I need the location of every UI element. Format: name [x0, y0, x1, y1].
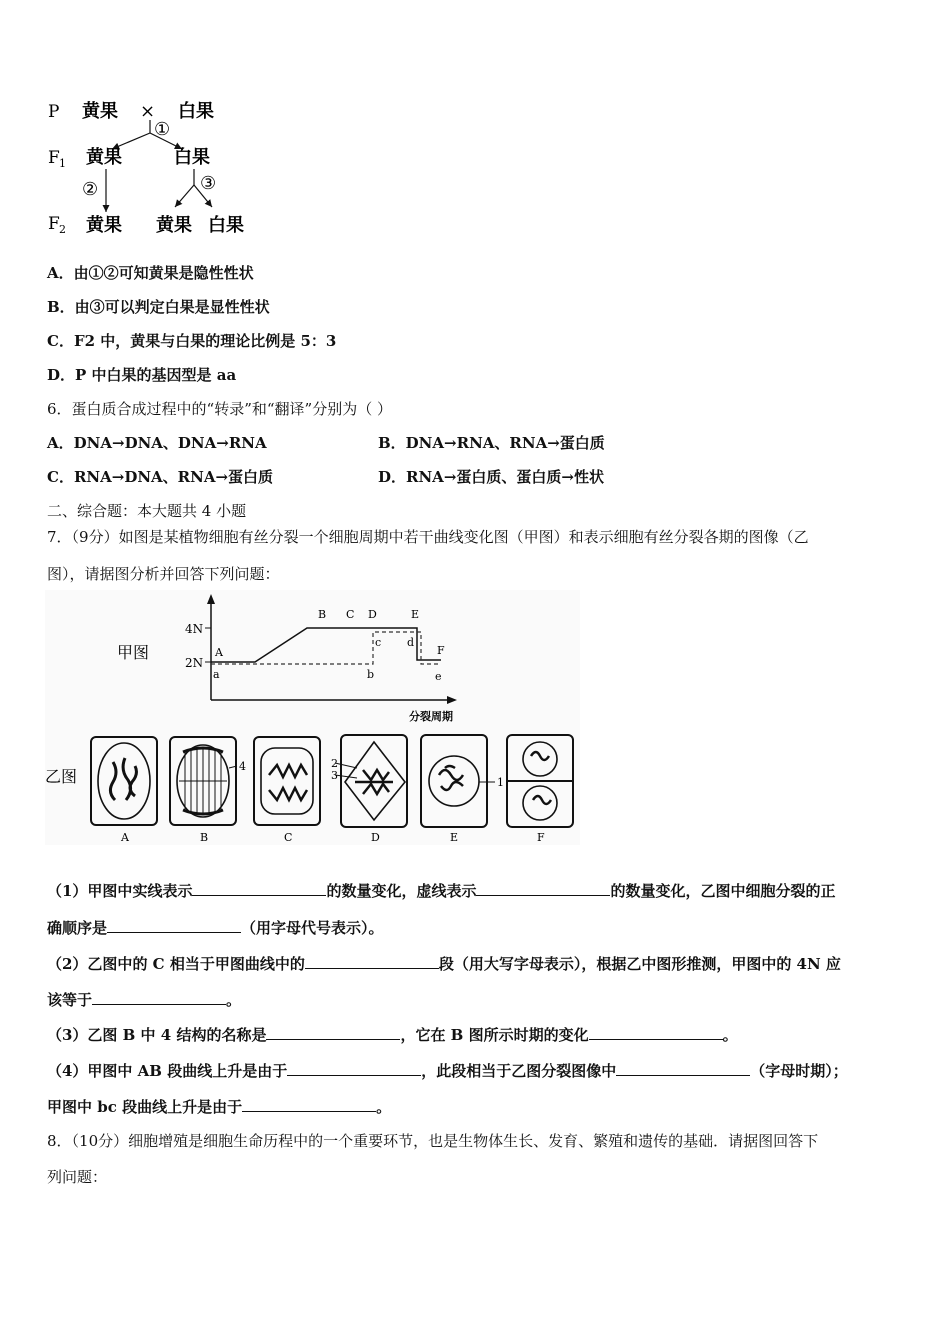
answer-blank[interactable]	[192, 881, 326, 896]
f1-white: 白果	[174, 147, 210, 168]
q8-stem-line1: 8．（10分）细胞增殖是细胞生命历程中的一个重要环节，也是生物体生长、发育、繁殖和遗传的基础．请据图回答下	[47, 1132, 819, 1150]
q6-option-b: B．DNA→RNA、RNA→蛋白质	[378, 434, 605, 452]
pt-e: e	[435, 670, 442, 683]
pt-d: d	[407, 636, 415, 649]
y-4n-label: 4N	[185, 622, 204, 636]
section-heading: 二、综合题：本大题共 4 小题	[47, 502, 247, 520]
pt-A: A	[215, 646, 223, 659]
f2-yellow-a: 黄果	[86, 215, 122, 236]
f2-white: 白果	[208, 215, 244, 236]
q6-stem: 6．蛋白质合成过程中的“转录”和“翻译”分别为（ ）	[47, 400, 392, 418]
jia-label: 甲图	[117, 643, 150, 662]
x-axis-label: 分裂周期	[409, 710, 453, 723]
q7-part1-line2: 确顺序是 （用字母代号表示）。	[47, 919, 384, 937]
cell-label-d: D	[371, 831, 380, 844]
q6-option-d: D．RNA→蛋白质、蛋白质→性状	[378, 468, 604, 486]
f1-yellow: 黄果	[86, 147, 122, 168]
f2-sub: 2	[59, 223, 66, 236]
mitosis-figure	[45, 590, 580, 845]
pt-B: B	[318, 608, 327, 621]
yi-label: 乙图	[45, 767, 78, 786]
cross-symbol: ×	[140, 101, 156, 122]
q5-option-c: C．F2 中，黄果与白果的理论比例是 5：3	[47, 332, 337, 350]
f2-yellow-b: 黄果	[156, 215, 192, 236]
pt-C: C	[346, 608, 355, 621]
cell-label-e: E	[450, 831, 459, 844]
mark-4: 4	[239, 760, 246, 773]
answer-blank[interactable]	[616, 1061, 750, 1076]
answer-blank[interactable]	[266, 1025, 400, 1040]
q7-part2-line2: 该等于 。	[47, 991, 242, 1009]
answer-blank[interactable]	[287, 1061, 421, 1076]
step1-mark: ①	[154, 119, 171, 140]
q5-option-b: B．由③可以判定白果是显性性状	[47, 298, 270, 316]
q5-option-a: A．由①②可知黄果是隐性性状	[47, 264, 254, 282]
mark-3: 3	[331, 769, 338, 782]
f1-sub: 1	[59, 157, 66, 170]
cell-label-b: B	[200, 831, 209, 844]
step2-mark: ②	[82, 179, 99, 200]
pt-a: a	[213, 668, 220, 681]
q7-part3: （3）乙图 B 中 4 结构的名称是 ，它在 B 图所示时期的变化 。	[47, 1026, 738, 1044]
p-label: P	[48, 102, 60, 122]
answer-blank[interactable]	[242, 1097, 376, 1112]
pt-D: D	[368, 608, 377, 621]
f2-label: F	[48, 214, 60, 234]
mark-1: 1	[497, 776, 504, 789]
cross-diagram	[40, 95, 270, 245]
q8-stem-line2: 列问题：	[47, 1168, 108, 1186]
q6-option-c: C．RNA→DNA、RNA→蛋白质	[47, 468, 274, 486]
step3-mark: ③	[200, 173, 217, 194]
q7-part2-line1: （2）乙图中的 C 相当于甲图曲线中的 段（用大写字母表示），根据乙中图形推测，甲图中的 4N 应	[47, 955, 841, 973]
q7-part4-line1: （4）甲图中 AB 段曲线上升是由于 ，此段相当于乙图分裂图像中 （字母时期）；	[47, 1062, 848, 1080]
q5-option-d: D．P 中白果的基因型是 aa	[47, 366, 237, 384]
p-yellow: 黄果	[82, 101, 118, 122]
cell-label-f: F	[537, 831, 545, 844]
pt-F: F	[437, 644, 445, 657]
answer-blank[interactable]	[92, 990, 226, 1005]
q7-stem-line1: 7．（9分）如图是某植物细胞有丝分裂一个细胞周期中若干曲线变化图（甲图）和表示细胞有丝分裂各期的图像（乙	[47, 528, 809, 546]
pt-b: b	[367, 668, 375, 681]
answer-blank[interactable]	[589, 1025, 723, 1040]
answer-blank[interactable]	[476, 881, 610, 896]
answer-blank[interactable]	[107, 918, 241, 933]
answer-blank[interactable]	[305, 954, 439, 969]
q7-stem-line2: 图），请据图分析并回答下列问题：	[47, 565, 280, 583]
p-white: 白果	[178, 101, 214, 122]
q7-part1-line1: （1）甲图中实线表示 的数量变化，虚线表示 的数量变化，乙图中细胞分裂的正	[47, 882, 836, 900]
mark-2: 2	[331, 757, 338, 770]
f1-label: F	[48, 148, 60, 168]
q7-part4-line2: 甲图中 bc 段曲线上升是由于 。	[47, 1098, 392, 1116]
q6-option-a: A．DNA→DNA、DNA→RNA	[47, 434, 267, 452]
cell-label-c: C	[284, 831, 293, 844]
pt-c: c	[375, 636, 382, 649]
pt-E: E	[411, 608, 420, 621]
cell-label-a: A	[121, 831, 129, 844]
y-2n-label: 2N	[185, 656, 204, 670]
